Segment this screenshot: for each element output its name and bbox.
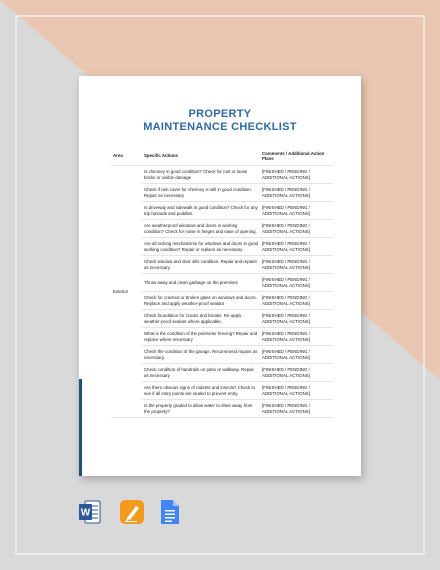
google-docs-icon bbox=[160, 499, 180, 525]
table-row bbox=[111, 346, 333, 364]
comment-cell: [FINISHED / PENDING / ADDITIONAL ACTIONS] bbox=[260, 400, 333, 418]
accent-bar bbox=[79, 379, 82, 476]
word-icon bbox=[79, 499, 101, 525]
comment-cell: [FINISHED / PENDING / ADDITIONAL ACTIONS] bbox=[260, 202, 333, 220]
action-cell: Check condition of handrails on patio or walkway. Repair as necessary bbox=[142, 364, 260, 382]
action-cell: Is driveway and sidewalk in good condition? Check for any trip hazards and puddles. bbox=[142, 202, 260, 220]
action-cell: Check foundation for cracks and breaks. Re-apply weather-proof sealant where applicable. bbox=[142, 310, 260, 328]
table-row bbox=[111, 274, 333, 292]
comment-cell: [FINISHED / PENDING / ADDITIONAL ACTIONS] bbox=[260, 274, 333, 292]
table-row bbox=[111, 238, 333, 256]
comment-cell: [FINISHED / PENDING / ADDITIONAL ACTIONS] bbox=[260, 328, 333, 346]
document-title-line2: MAINTENANCE CHECKLIST bbox=[143, 121, 297, 133]
action-cell: Are weatherproof windows and doors in working condition? Check for noise in hinges and ease of opening. bbox=[142, 220, 260, 238]
table-row bbox=[111, 256, 333, 274]
document-title-line1: PROPERTY bbox=[188, 108, 252, 120]
comment-cell: [FINISHED / PENDING / ADDITIONAL ACTIONS] bbox=[260, 220, 333, 238]
action-cell: Check if rain cover for chimney is still in good condition. Repair as necessary bbox=[142, 184, 260, 202]
table-row bbox=[111, 382, 333, 400]
area-cell: Exterior bbox=[111, 166, 142, 418]
comment-cell: [FINISHED / PENDING / ADDITIONAL ACTIONS] bbox=[260, 166, 333, 184]
table-row bbox=[111, 166, 333, 184]
table-header-row bbox=[111, 147, 333, 166]
table-row bbox=[111, 328, 333, 346]
action-cell: Check for cracked or broken glass on windows and doors. Replace and apply weather-proof sealant bbox=[142, 292, 260, 310]
comment-cell: [FINISHED / PENDING / ADDITIONAL ACTIONS] bbox=[260, 382, 333, 400]
comment-cell: [FINISHED / PENDING / ADDITIONAL ACTIONS] bbox=[260, 346, 333, 364]
action-cell: Are there obvious signs of rodents and insects? Check to see if all entry points are sealed to prevent entry. bbox=[142, 382, 260, 400]
comment-cell: [FINISHED / PENDING / ADDITIONAL ACTIONS] bbox=[260, 184, 333, 202]
checklist-table bbox=[111, 147, 333, 418]
action-cell: Is the property graded to allow water to drain away from the property? bbox=[142, 400, 260, 418]
table-row bbox=[111, 220, 333, 238]
header-comments: Comments / Additional Action Plans bbox=[260, 147, 333, 166]
table-row bbox=[111, 292, 333, 310]
table-row bbox=[111, 184, 333, 202]
comment-cell: [FINISHED / PENDING / ADDITIONAL ACTIONS] bbox=[260, 310, 333, 328]
action-cell: What is the condition of the perimeter fencing? Repair and replace where necessary bbox=[142, 328, 260, 346]
table-row bbox=[111, 400, 333, 418]
action-cell: Check window and door sills condition. Repair and repaint as necessary. bbox=[142, 256, 260, 274]
action-cell: Is chimney in good condition? Check for rust or loose bricks or visible damage bbox=[142, 166, 260, 184]
comment-cell: [FINISHED / PENDING / ADDITIONAL ACTIONS] bbox=[260, 292, 333, 310]
comment-cell: [FINISHED / PENDING / ADDITIONAL ACTIONS] bbox=[260, 238, 333, 256]
comment-cell: [FINISHED / PENDING / ADDITIONAL ACTIONS] bbox=[260, 364, 333, 382]
svg-text:W: W bbox=[80, 507, 91, 519]
header-area: Area bbox=[111, 147, 142, 166]
header-specific-actions: Specific Actions bbox=[142, 147, 260, 166]
table-row bbox=[111, 310, 333, 328]
action-cell: Throw away and clean garbage on the premises bbox=[142, 274, 260, 292]
document-page bbox=[79, 76, 361, 476]
table-row bbox=[111, 202, 333, 220]
action-cell: Check the condition of the garage. Recommend repairs as necessary. bbox=[142, 346, 260, 364]
comment-cell: [FINISHED / PENDING / ADDITIONAL ACTIONS] bbox=[260, 256, 333, 274]
table-row bbox=[111, 364, 333, 382]
action-cell: Are all locking mechanisms for windows and doors in good working condition? Repair or replace as necessary. bbox=[142, 238, 260, 256]
pages-icon bbox=[119, 499, 145, 525]
